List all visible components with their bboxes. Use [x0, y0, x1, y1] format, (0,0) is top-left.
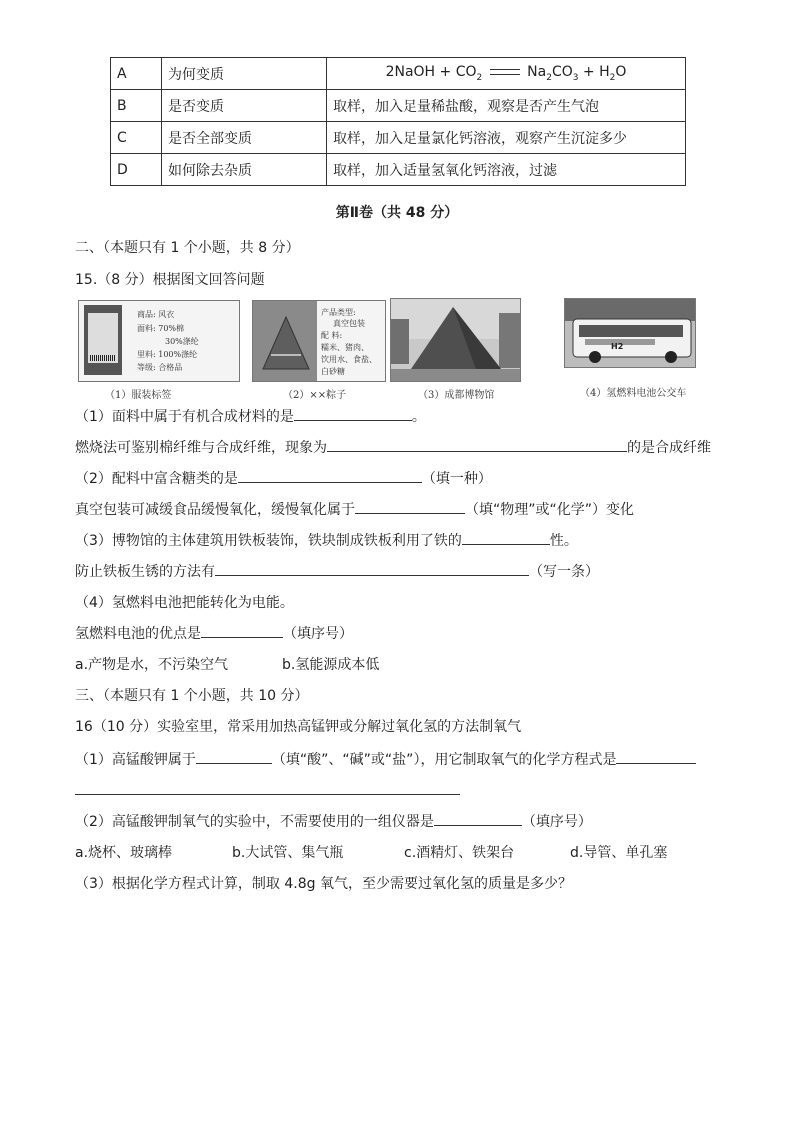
row-question: 是否变质: [162, 90, 327, 122]
answer-blank-long[interactable]: [75, 794, 460, 795]
q15-option-b: b.氢能源成本低: [282, 657, 380, 673]
table-row: [111, 122, 686, 154]
chemical-equation: 2NaOH + $CO_2$ $Na_2CO_3 + H_2O$: [327, 58, 686, 90]
volume-title: 第Ⅱ卷（共 48 分）: [335, 205, 459, 221]
row-letter: A: [111, 58, 162, 90]
question-15-stem: 15.（8 分）根据图文回答问题: [75, 272, 265, 288]
label-line: 白砂糖: [321, 367, 345, 376]
section-2-title: 二、（本题只有 1 个小题，共 8 分）: [75, 240, 300, 256]
row-letter: C: [111, 122, 162, 154]
hydrogen-bus-image: [564, 298, 696, 368]
row-question: 是否全部变质: [162, 122, 327, 154]
answer-blank[interactable]: [196, 749, 272, 764]
answer-blank[interactable]: [215, 561, 529, 576]
q16-option-d: d.导管、单孔塞: [570, 845, 668, 861]
q15-line-1: （1）面料中属于有机合成材料的是 。: [75, 406, 426, 427]
label-line: 配 料:: [321, 331, 343, 340]
row-letter: B: [111, 90, 162, 122]
zongzi-icon: [261, 315, 311, 371]
image-caption: （2）××粽子: [283, 390, 347, 401]
q15-line-3: （2）配料中富含糖类的是 （填一种）: [75, 468, 492, 489]
image-caption: （4）氢燃料电池公交车: [580, 388, 687, 399]
q15-option-a: a.产物是水，不污染空气: [75, 657, 229, 673]
q16-line-2: （2）高锰酸钾制氧气的实验中，不需要使用的一组仪器是 （填序号）: [75, 811, 592, 832]
museum-building-icon: [391, 299, 520, 381]
row-question: 为何变质: [162, 58, 327, 90]
answer-blank[interactable]: [434, 811, 522, 826]
label-line: 等级: 合格品: [137, 363, 183, 372]
table-row: [111, 154, 686, 186]
q15-line-5: （3）博物馆的主体建筑用铁板装饰，铁块制成铁板利用了铁的 性。: [75, 530, 578, 551]
answer-blank[interactable]: [238, 468, 422, 483]
q16-option-c: c.酒精灯、铁架台: [404, 845, 515, 861]
answer-blank[interactable]: [327, 437, 627, 452]
q16-option-b: b.大试管、集气瓶: [232, 845, 344, 861]
q15-line-2: 燃烧法可鉴别棉纤维与合成纤维，现象为 的是合成纤维: [75, 437, 711, 458]
row-answer: 取样，加入足量稀盐酸，观察是否产生气泡: [327, 90, 686, 122]
museum-image: [390, 298, 521, 382]
q16-line-1: （1）高锰酸钾属于 （填“酸”、“碱”或“盐”），用它制取氧气的化学方程式是: [75, 749, 696, 770]
row-letter: D: [111, 154, 162, 186]
image-caption: （1）服装标签: [105, 390, 172, 401]
label-line: 饮用水、食盐、: [321, 355, 377, 364]
label-line: 面料: 70%棉: [137, 324, 185, 333]
label-line: 糯米、猪肉、: [321, 343, 369, 352]
barcode-icon: [90, 355, 116, 361]
row-answer: 取样，加入足量氯化钙溶液，观察产生沉淀多少: [327, 122, 686, 154]
zongzi-image: [252, 300, 386, 382]
answer-blank[interactable]: [462, 530, 550, 545]
q15-line-4: 真空包装可减缓食品缓慢氧化，缓慢氧化属于 （填“物理”或“化学”）变化: [75, 499, 634, 520]
options-table: [110, 57, 686, 186]
label-line: 真空包装: [333, 319, 365, 328]
bus-h2-label: H2: [611, 342, 624, 351]
q15-line-6: 防止铁板生锈的方法有 （写一条）: [75, 561, 599, 582]
table-row: [111, 90, 686, 122]
answer-blank[interactable]: [355, 499, 465, 514]
label-line: 里料: 100%涤纶: [137, 350, 198, 359]
q16-line-3: （3）根据化学方程式计算，制取 4.8g 氧气，至少需要过氧化氢的质量是多少？: [75, 876, 572, 892]
row-question: 如何除去杂质: [162, 154, 327, 186]
q15-line-7: （4）氢燃料电池把能转化为电能。: [75, 595, 294, 611]
q16-option-a: a.烧杯、玻璃棒: [75, 845, 173, 861]
row-answer: 取样，加入适量氢氧化钙溶液，过滤: [327, 154, 686, 186]
answer-blank[interactable]: [294, 406, 412, 421]
answer-blank[interactable]: [616, 749, 696, 764]
table-row: [111, 58, 686, 90]
label-line: 30%涤纶: [165, 337, 199, 346]
label-line: 商品: 风衣: [137, 310, 175, 319]
bus-icon: [565, 299, 695, 367]
question-16-stem: 16（10 分）实验室里，常采用加热高锰钾或分解过氧化氢的方法制氧气: [75, 719, 522, 735]
equals-sign: [490, 69, 520, 75]
section-3-title: 三、（本题只有 1 个小题，共 10 分）: [75, 688, 309, 704]
answer-blank[interactable]: [201, 623, 283, 638]
q15-line-8: 氢燃料电池的优点是 （填序号）: [75, 623, 353, 644]
label-line: 产品类型:: [321, 308, 356, 317]
image-caption: （3）成都博物馆: [418, 390, 495, 401]
clothing-label-image: [78, 300, 240, 382]
